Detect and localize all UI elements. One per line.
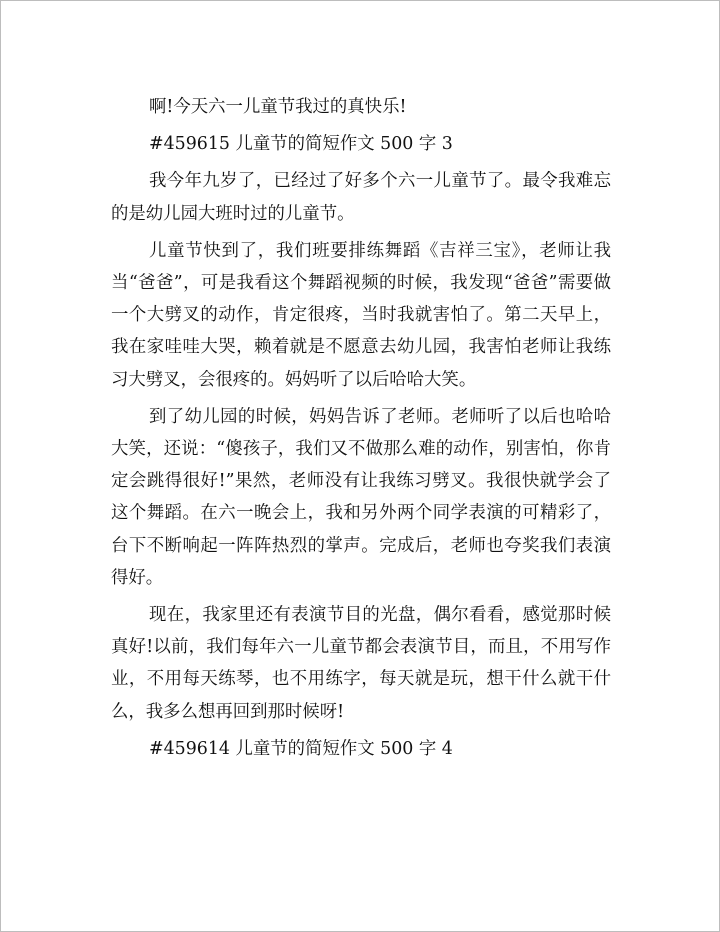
paragraph-reflection: 现在，我家里还有表演节目的光盘，偶尔看看，感觉那时候真好!以前，我们每年六一儿童节都会表演节目，而且，不用写作业，不用每天练琴，也不用练字，每天就是玩，想干什么就干什么，我多么想再回到那时候呀! — [111, 605, 611, 722]
closing-line: 啊!今天六一儿童节我过的真快乐! — [149, 97, 407, 117]
paragraph-rehearsal: 儿童节快到了，我们班要排练舞蹈《吉祥三宝》，老师让我当“爸爸”，可是我看这个舞蹈视频的时候，我发现“爸爸”需要做一个大劈叉的动作，肯定很疼，当时我就害怕了。第二天早上，我在家哇哇大哭，赖着就是不愿意去幼儿园，我害怕老师让我练习大劈叉，会很疼的。妈妈听了以后哈哈大笑。 — [111, 240, 611, 390]
essay-heading-next: #459614 儿童节的简短作文 500 字 4 — [149, 738, 453, 759]
essay-heading: #459615 儿童节的简短作文 500 字 3 — [149, 134, 453, 155]
paragraph-kindergarten: 到了幼儿园的时候，妈妈告诉了老师。老师听了以后也哈哈大笑，还说：“傻孩子，我们又不做那么难的动作，别害怕，你肯定会跳得很好!”果然，老师没有让我练习劈叉。我很快就学会了这个舞蹈。在六一晚会上，我和另外两个同学表演的可精彩了，台下不断响起一阵阵热烈的掌声。完成后，老师也夸奖我们表演得好。 — [111, 406, 611, 588]
document-body — [111, 91, 611, 765]
paragraph-intro: 我今年九岁了，已经过了好多个六一儿童节了。最令我难忘的是幼儿园大班时过的儿童节。 — [111, 171, 611, 224]
